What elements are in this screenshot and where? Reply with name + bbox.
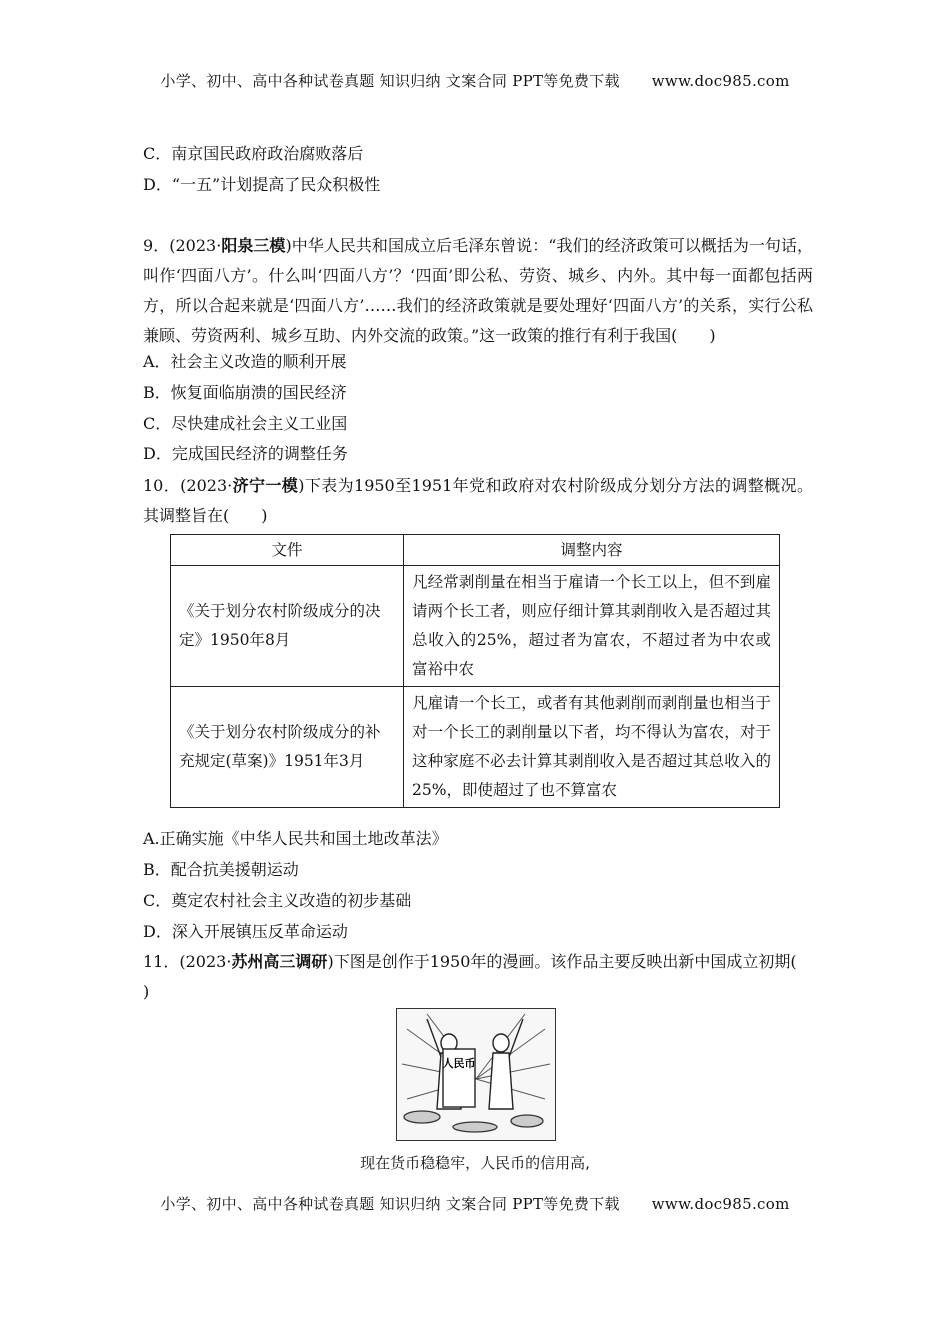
q9-number: 9． [143,236,170,255]
table-header-row [171,535,780,566]
q10-stem: 10．(2023·济宁一模)下表为1950至1951年党和政府对农村阶级成分划分方法的调整概况。其调整旨在( ) [143,476,813,525]
q9-option-b: B．恢复面临崩溃的国民经济 [143,383,347,402]
q10-option-b: B．配合抗美援朝运动 [143,860,299,879]
q9-source: 阳泉三模 [221,236,286,255]
table-cell-file: 《关于划分农村阶级成分的补充规定(草案)》1951年3月 [171,687,404,808]
q11-stem: 11．(2023·苏州高三调研)下图是创作于1950年的漫画。该作品主要反映出新中国成立初期( [143,952,797,971]
q10-option-d: D．深入开展镇压反革命运动 [143,922,348,941]
q10-number: 10． [143,476,181,495]
table-header-content: 调整内容 [404,535,780,566]
cartoon-drawing [397,1009,555,1140]
q9-option-c: C．尽快建成社会主义工业国 [143,414,348,433]
q8-option-d: D．“一五”计划提高了民众积极性 [143,175,381,194]
q11-source: 苏州高三调研 [231,952,328,971]
q10-option-a: A.正确实施《中华人民共和国土地改革法》 [143,829,448,848]
cartoon-image [396,1008,556,1141]
page-footer [0,1193,950,1214]
table-cell-content: 凡雇请一个长工，或者有其他剥削而剥削量也相当于对一个长工的剥削量以下者，均不得认为富农，对于这种家庭不必去计算其剥削收入是否超过其总收入的25%，即使超过了也不算富农 [404,687,780,808]
cartoon-banner-text: 人民币 [442,1057,476,1070]
q10-table [170,534,780,808]
table-row [171,687,780,808]
q9-stem-text: 中华人民共和国成立后毛泽东曾说：“我们的经济政策可以概括为一句话，叫作‘四面八方’。什么叫‘四面八方’？‘四面’即公私、劳资、城乡、内外。其中每一面都包括两方，所以合起来就是‘四面八方’……我们的经济政策就是要处理好‘四面八方’的关系，实行公私兼顾、劳资两利、城乡互助、内外交流的政策。”这一政策的推行有利于我国( ) [143,236,813,345]
q9-option-d: D．完成国民经济的调整任务 [143,444,348,463]
q10-option-c: C．奠定农村社会主义改造的初步基础 [143,891,412,910]
table-cell-file: 《关于划分农村阶级成分的决定》1950年8月 [171,566,404,687]
footer-site[interactable]: www.doc985.com [651,1195,790,1213]
q9-option-a: A．社会主义改造的顺利开展 [143,352,347,371]
q11-stem-end: ) [143,982,150,1001]
header-text: 小学、初中、高中各种试卷真题 知识归纳 文案合同 PPT等免费下载 [160,72,620,90]
header-site[interactable]: www.doc985.com [651,72,790,90]
footer-text: 小学、初中、高中各种试卷真题 知识归纳 文案合同 PPT等免费下载 [160,1195,620,1213]
q10-source: 济宁一模 [232,476,299,495]
table-cell-content: 凡经常剥削量在相当于雇请一个长工以上，但不到雇请两个长工者，则应仔细计算其剥削收入是否超过其总收入的25%，超过者为富农，不超过者为中农或富裕中农 [404,566,780,687]
table-header-file: 文件 [171,535,404,566]
q11-stem-text: 下图是创作于1950年的漫画。该作品主要反映出新中国成立初期( [333,952,797,971]
page-header [0,70,950,91]
table-row [171,566,780,687]
q10-stem-text: 下表为1950至1951年党和政府对农村阶级成分划分方法的调整概况。其调整旨在( ) [143,476,813,525]
q9-stem: 9．(2023·阳泉三模)中华人民共和国成立后毛泽东曾说：“我们的经济政策可以概括为一句话，叫作‘四面八方’。什么叫‘四面八方’？‘四面’即公私、劳资、城乡、内外。其中每一面都包括两方，所以合起来就是‘四面八方’……我们的经济政策就是要处理好‘四面八方’的关系，实行公私兼顾、劳资两利、城乡互助、内外交流的政策。”这一政策的推行有利于我国( ) [143,236,813,345]
q11-number: 11． [143,952,180,971]
q8-option-c: C．南京国民政府政治腐败落后 [143,144,364,163]
cartoon-caption: 现在货币稳稳牢，人民币的信用高, [360,1154,590,1172]
